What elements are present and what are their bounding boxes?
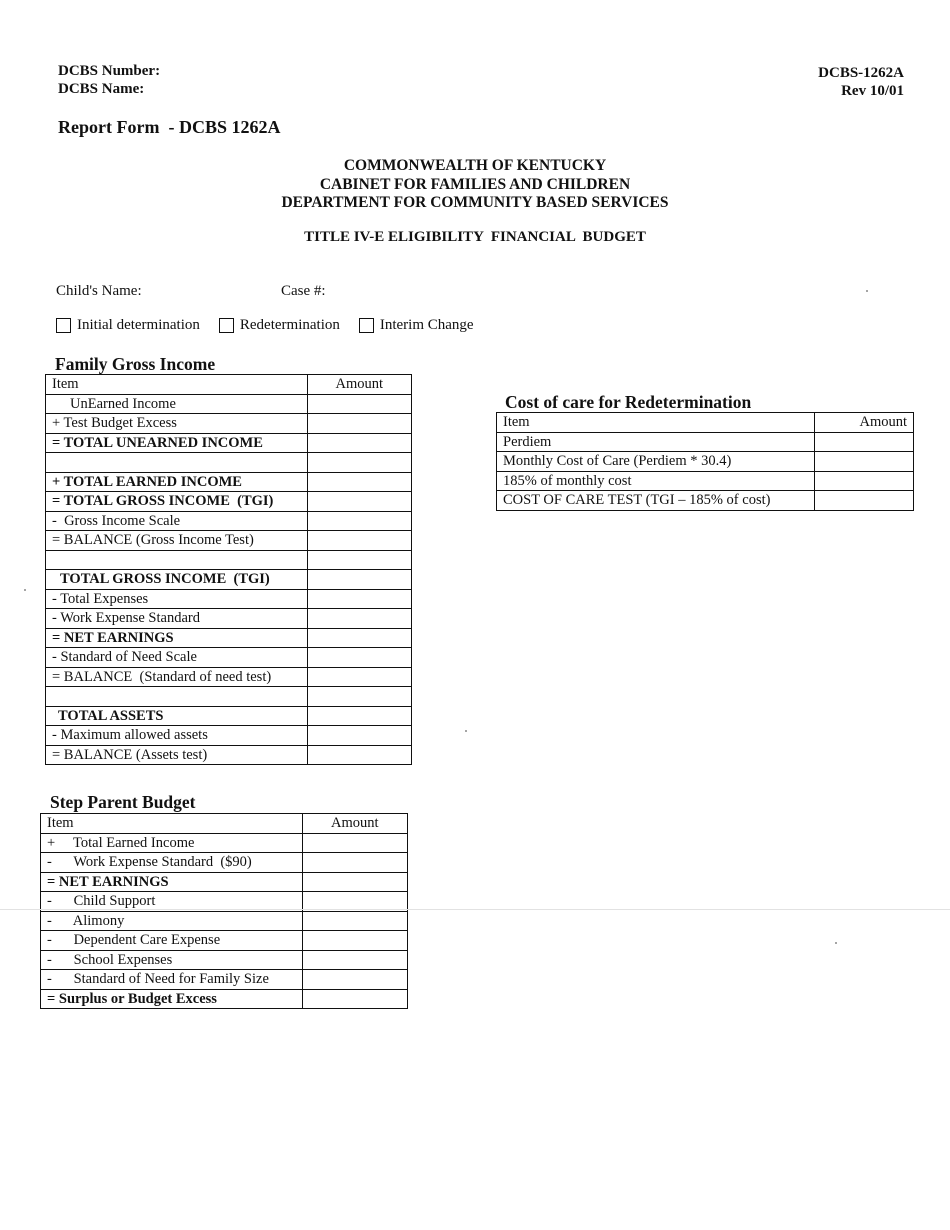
- form-revision: Rev 10/01: [841, 83, 904, 99]
- item-column-header: Item: [41, 814, 303, 834]
- agency-heading: [0, 157, 950, 213]
- table-row: [46, 648, 412, 668]
- row-item-label: = TOTAL GROSS INCOME (TGI): [46, 492, 308, 512]
- row-amount-field[interactable]: [307, 609, 411, 629]
- redetermination-option[interactable]: [219, 317, 340, 334]
- row-amount-field[interactable]: [307, 433, 411, 453]
- determination-type-options: [56, 317, 493, 334]
- table-row: [41, 931, 408, 951]
- row-item-label: TOTAL ASSETS: [46, 706, 308, 726]
- row-amount-field[interactable]: [307, 550, 411, 570]
- row-amount-field[interactable]: [302, 989, 407, 1009]
- initial-determination-checkbox[interactable]: [56, 318, 71, 333]
- table-row: [41, 911, 408, 931]
- scan-speck: [866, 290, 868, 292]
- agency-line-3: DEPARTMENT FOR COMMUNITY BASED SERVICES: [281, 194, 669, 211]
- table-row: [46, 667, 412, 687]
- cost-of-care-table: [496, 412, 914, 511]
- table-row: [46, 726, 412, 746]
- step-parent-budget-table: [40, 813, 408, 1009]
- cost-of-care-title: Cost of care for Redetermination: [505, 392, 752, 412]
- table-row: [46, 589, 412, 609]
- item-column-header: Item: [497, 413, 815, 433]
- table-row: [46, 492, 412, 512]
- scan-artifact-line: [0, 909, 950, 910]
- row-item-label: = NET EARNINGS: [46, 628, 308, 648]
- row-amount-field[interactable]: [307, 687, 411, 707]
- scan-speck: [465, 730, 467, 732]
- row-amount-field[interactable]: [302, 853, 407, 873]
- table-row: [46, 628, 412, 648]
- row-amount-field[interactable]: [302, 833, 407, 853]
- table-row: [497, 432, 914, 452]
- interim-change-label: Interim Change: [379, 317, 474, 333]
- row-amount-field[interactable]: [814, 491, 914, 511]
- row-item-label: - Gross Income Scale: [46, 511, 308, 531]
- item-column-header: Item: [46, 375, 308, 395]
- row-item-label: = TOTAL UNEARNED INCOME: [46, 433, 308, 453]
- table-row: [46, 570, 412, 590]
- row-item-label: + Test Budget Excess: [46, 414, 308, 434]
- table-row: [46, 706, 412, 726]
- row-amount-field[interactable]: [307, 492, 411, 512]
- row-item-label: = BALANCE (Gross Income Test): [46, 531, 308, 551]
- row-item-label: - Work Expense Standard: [46, 609, 308, 629]
- table-row: [41, 833, 408, 853]
- table-row: [497, 452, 914, 472]
- table-row: [41, 853, 408, 873]
- row-item-label: COST OF CARE TEST (TGI – 185% of cost): [497, 491, 815, 511]
- table-row: [46, 745, 412, 765]
- row-amount-field[interactable]: [307, 628, 411, 648]
- redetermination-label: Redetermination: [239, 317, 340, 333]
- row-item-label: = BALANCE (Standard of need test): [46, 667, 308, 687]
- row-amount-field[interactable]: [307, 414, 411, 434]
- table-row: [41, 970, 408, 990]
- row-amount-field[interactable]: [307, 472, 411, 492]
- amount-column-header: Amount: [307, 375, 411, 395]
- table-row: [46, 453, 412, 473]
- row-amount-field[interactable]: [302, 950, 407, 970]
- row-item-label: = NET EARNINGS: [41, 872, 303, 892]
- row-amount-field[interactable]: [307, 511, 411, 531]
- row-item-label: - Alimony: [41, 911, 303, 931]
- table-header-row: [46, 375, 412, 395]
- row-item-label: = Surplus or Budget Excess: [41, 989, 303, 1009]
- table-row: [46, 414, 412, 434]
- row-amount-field[interactable]: [302, 872, 407, 892]
- amount-column-header: Amount: [302, 814, 407, 834]
- table-row: [497, 471, 914, 491]
- row-item-label: Monthly Cost of Care (Perdiem * 30.4): [497, 452, 815, 472]
- form-code-block: [818, 64, 904, 100]
- row-item-label: + TOTAL EARNED INCOME: [46, 472, 308, 492]
- table-row: [46, 433, 412, 453]
- row-item-label: [46, 687, 308, 707]
- agency-line-2: CABINET FOR FAMILIES AND CHILDREN: [319, 175, 631, 193]
- table-row: [41, 989, 408, 1009]
- table-row: [497, 491, 914, 511]
- row-item-label: + Total Earned Income: [41, 833, 303, 853]
- row-item-label: - School Expenses: [41, 950, 303, 970]
- row-item-label: - Standard of Need for Family Size: [41, 970, 303, 990]
- dcbs-number-label: DCBS Number:: [58, 63, 161, 79]
- budget-title: TITLE IV-E ELIGIBILITY FINANCIAL BUDGET: [304, 229, 646, 245]
- amount-column-header: Amount: [814, 413, 914, 433]
- row-item-label: - Child Support: [41, 892, 303, 912]
- table-row: [46, 550, 412, 570]
- table-header-row: [497, 413, 914, 433]
- table-header-row: [41, 814, 408, 834]
- step-parent-budget-title: Step Parent Budget: [50, 792, 196, 812]
- row-amount-field[interactable]: [307, 589, 411, 609]
- row-amount-field[interactable]: [307, 394, 411, 414]
- header-labels: [58, 62, 160, 98]
- row-amount-field[interactable]: [307, 570, 411, 590]
- scan-speck: [835, 942, 837, 944]
- report-title: Report Form - DCBS 1262A: [58, 117, 281, 137]
- table-row: [46, 609, 412, 629]
- row-item-label: = BALANCE (Assets test): [46, 745, 308, 765]
- row-item-label: [46, 453, 308, 473]
- row-item-label: - Maximum allowed assets: [46, 726, 308, 746]
- table-row: [41, 872, 408, 892]
- table-row: [46, 687, 412, 707]
- row-amount-field[interactable]: [307, 648, 411, 668]
- interim-change-option[interactable]: [359, 317, 474, 334]
- table-row: [46, 531, 412, 551]
- row-item-label: 185% of monthly cost: [497, 471, 815, 491]
- family-gross-income-title: Family Gross Income: [55, 354, 216, 374]
- row-amount-field[interactable]: [307, 745, 411, 765]
- row-item-label: UnEarned Income: [46, 394, 308, 414]
- row-amount-field[interactable]: [307, 453, 411, 473]
- row-item-label: - Total Expenses: [46, 589, 308, 609]
- form-code: DCBS-1262A: [818, 65, 904, 81]
- table-row: [46, 394, 412, 414]
- row-amount-field[interactable]: [814, 471, 914, 491]
- scan-speck: [24, 589, 26, 591]
- agency-line-1: COMMONWEALTH OF KENTUCKY: [343, 157, 607, 174]
- row-item-label: - Work Expense Standard ($90): [41, 853, 303, 873]
- row-amount-field[interactable]: [307, 531, 411, 551]
- row-amount-field[interactable]: [302, 970, 407, 990]
- table-row: [46, 511, 412, 531]
- row-amount-field[interactable]: [814, 432, 914, 452]
- row-item-label: TOTAL GROSS INCOME (TGI): [46, 570, 308, 590]
- child-name-label: Child's Name:: [56, 283, 142, 299]
- row-item-label: - Dependent Care Expense: [41, 931, 303, 951]
- row-amount-field[interactable]: [307, 667, 411, 687]
- table-row: [46, 472, 412, 492]
- interim-change-checkbox[interactable]: [359, 318, 374, 333]
- initial-determination-label: Initial determination: [77, 317, 200, 333]
- row-item-label: - Standard of Need Scale: [46, 648, 308, 668]
- row-item-label: Perdiem: [497, 432, 815, 452]
- row-item-label: [46, 550, 308, 570]
- row-amount-field[interactable]: [302, 911, 407, 931]
- case-number-label: Case #:: [281, 283, 326, 299]
- row-amount-field[interactable]: [307, 706, 411, 726]
- initial-determination-option[interactable]: [56, 317, 200, 334]
- table-row: [41, 950, 408, 970]
- row-amount-field[interactable]: [814, 452, 914, 472]
- redetermination-checkbox[interactable]: [219, 318, 234, 333]
- row-amount-field[interactable]: [302, 931, 407, 951]
- dcbs-name-label: DCBS Name:: [58, 81, 145, 97]
- family-gross-income-table: [45, 374, 412, 765]
- row-amount-field[interactable]: [307, 726, 411, 746]
